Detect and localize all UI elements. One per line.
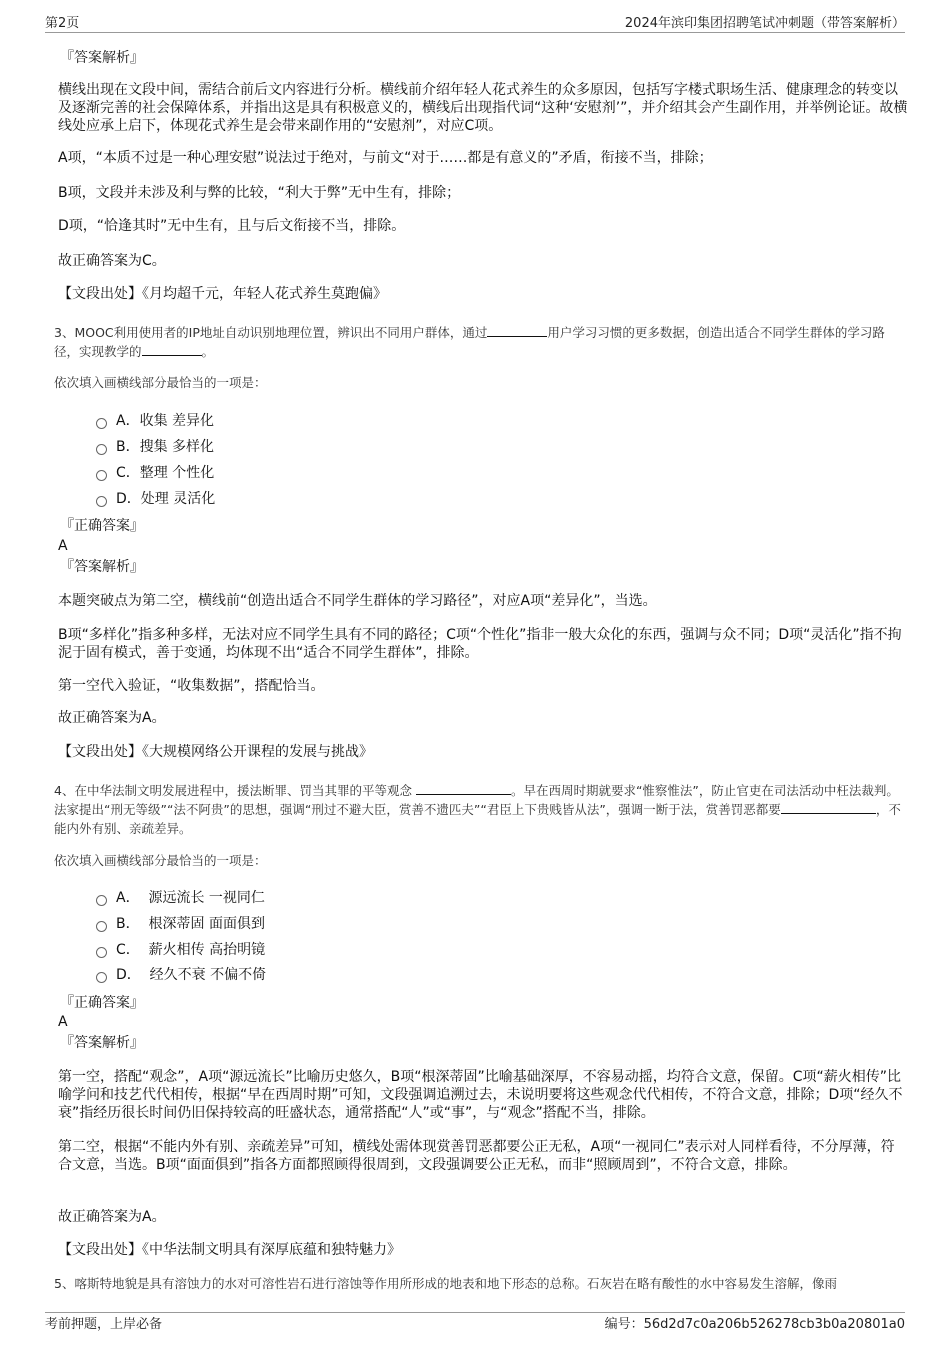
blank-1	[416, 781, 511, 795]
analysis-option-d: D项，“恰逢其时”无中生有，且与后文衔接不当，排除。	[58, 218, 406, 234]
q4-option-a[interactable]: A． 源远流长 一视同仁	[96, 889, 265, 907]
analysis-paragraph: 本题突破点为第二空，横线前“创造出适合不同学生群体的学习路径”，对应A项“差异化”，当选。	[58, 593, 657, 609]
question-4-prompt: 依次填入画横线部分最恰当的一项是：	[54, 853, 267, 868]
analysis-paragraph: 第一空，搭配“观念”，A项“源远流长”比喻历史悠久，B项“根深蒂固”比喻基础深厚，不容易动摇，均符合文意，保留。C项“薪火相传”比喻学问和技艺代代相传，根据“早在西周时期”可知，文段强调追溯过去，未说明要将这些观念代代相传，不符合文意，排除；D项“经久不衰”指经历很长时间仍旧保持较高的旺盛状态，通常搭配“人”或“事”，与“观念”搭配不当，排除。	[58, 1069, 903, 1121]
document-id: 编号：56d2d7c0a206b526278cb3b0a20801a0	[604, 1317, 905, 1332]
radio-icon[interactable]	[96, 418, 107, 429]
answer-conclusion: 故正确答案为C。	[58, 253, 166, 269]
analysis-paragraph: B项“多样化”指多种多样，无法对应不同学生具有不同的路径；C项“个性化”指非一般大众化的东西，强调与众不同；D项“灵活化”指不拘泥于固有模式，善于变通，均体现不出“适合不同学生群体”，排除。	[58, 627, 902, 661]
page-number: 第2页	[45, 16, 80, 31]
analysis-paragraph: 横线出现在文段中间，需结合前后文内容进行分析。横线前介绍年轻人花式养生的众多原因，包括写字楼式职场生活、健康理念的转变以及逐渐完善的社会保障体系，并指出这是具有积极意义的，横线后出现指代词“这种‘安慰剂’”，并介绍其会产生副作用，并举例论证。故横线处应承上启下，体现花式养生是会带来副作用的“安慰剂”，对应C项。	[58, 82, 908, 134]
q3-option-d[interactable]: D．处理 灵活化	[96, 490, 215, 508]
blank-1	[487, 323, 547, 337]
analysis-paragraph: 第一空代入验证，“收集数据”，搭配恰当。	[58, 678, 325, 694]
question-5-stem: 5、喀斯特地貌是具有溶蚀力的水对可溶性岩石进行溶蚀等作用所形成的地表和地下形态的总称。石灰岩在略有酸性的水中容易发生溶解，像雨	[54, 1276, 837, 1291]
radio-icon[interactable]	[96, 921, 107, 932]
analysis-option-b: B项，文段并未涉及利与弊的比较，“利大于弊”无中生有，排除；	[58, 185, 461, 201]
passage-source: 【文段出处】《中华法制文明具有深厚底蕴和独特魅力》	[58, 1242, 401, 1258]
blank-2	[781, 800, 876, 814]
blank-2	[142, 342, 202, 356]
passage-source: 【文段出处】《月均超千元，年轻人花式养生莫跑偏》	[58, 286, 387, 302]
analysis-label: 『答案解析』	[60, 50, 144, 66]
q3-option-b[interactable]: B．搜集 多样化	[96, 438, 214, 456]
correct-answer: A	[58, 1014, 68, 1030]
question-3-stem: 3、MOOC利用使用者的IP地址自动识别地理位置，辨识出不同用户群体，通过 用户学习习惯的更多数据，创造出适合不同学生群体的学习路径，实现教学的 。	[54, 325, 885, 359]
radio-icon[interactable]	[96, 947, 107, 958]
question-3-prompt: 依次填入画横线部分最恰当的一项是：	[54, 375, 267, 390]
document-title: 2024年滨印集团招聘笔试冲刺题（带答案解析）	[624, 16, 905, 31]
analysis-paragraph: 第二空，根据“不能内外有别、亲疏差异”可知，横线处需体现赏善罚恶都要公正无私，A项“一视同仁”表示对人同样看待，不分厚薄，符合文意，当选。B项“面面俱到”指各方面都照顾得很周到，文段强调要公正无私，而非“照顾周到”，不符合文意，排除。	[58, 1139, 895, 1173]
passage-source: 【文段出处】《大规模网络公开课程的发展与挑战》	[58, 744, 373, 760]
radio-icon[interactable]	[96, 444, 107, 455]
answer-conclusion: 故正确答案为A。	[58, 1209, 166, 1225]
question-4-stem: 4、在中华法制文明发展进程中，援法断罪、罚当其罪的平等观念 。早在西周时期就要求“惟察惟法”，防止官吏在司法活动中枉法裁判。法家提出“刑无等级”“法不阿贵”的思想，强调“刑过不避大臣，赏善不遗匹夫”“君臣上下贵贱皆从法”，强调一断于法，赏善罚恶都要 ，不能内外有别、亲疏差异。	[54, 783, 901, 836]
q4-option-c[interactable]: C． 薪火相传 高抬明镜	[96, 941, 265, 959]
q4-option-b[interactable]: B． 根深蒂固 面面俱到	[96, 915, 265, 933]
analysis-label: 『答案解析』	[60, 1035, 144, 1051]
radio-icon[interactable]	[96, 470, 107, 481]
answer-conclusion: 故正确答案为A。	[58, 710, 166, 726]
correct-answer: A	[58, 538, 68, 554]
correct-answer-label: 『正确答案』	[60, 518, 144, 534]
analysis-option-a: A项，“本质不过是一种心理安慰”说法过于绝对，与前文“对于……都是有意义的”矛盾，衔接不当，排除；	[58, 150, 713, 166]
q3-option-a[interactable]: A．收集 差异化	[96, 412, 214, 430]
header-divider	[45, 32, 905, 33]
analysis-label: 『答案解析』	[60, 559, 144, 575]
correct-answer-label: 『正确答案』	[60, 995, 144, 1011]
radio-icon[interactable]	[96, 972, 107, 983]
radio-icon[interactable]	[96, 895, 107, 906]
q3-option-c[interactable]: C．整理 个性化	[96, 464, 214, 482]
q4-option-d[interactable]: D． 经久不衰 不偏不倚	[96, 966, 266, 984]
footer-slogan: 考前押题，上岸必备	[45, 1317, 163, 1332]
radio-icon[interactable]	[96, 496, 107, 507]
